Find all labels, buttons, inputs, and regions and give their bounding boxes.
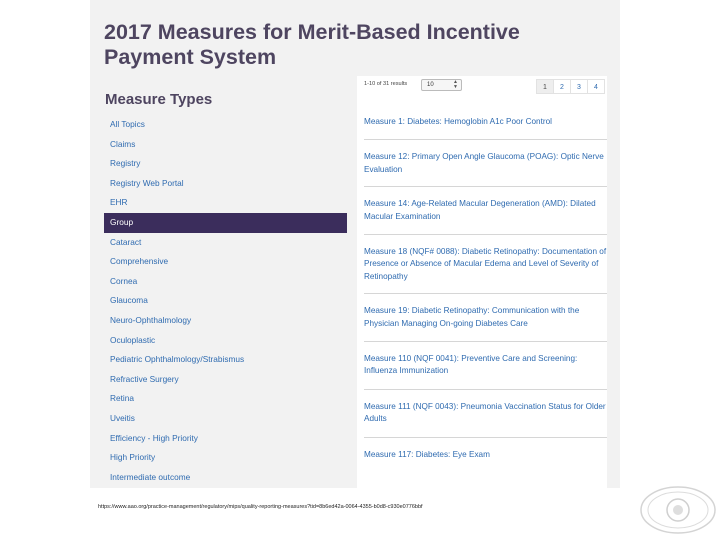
measure-item bbox=[364, 438, 607, 467]
measure-item bbox=[364, 112, 607, 140]
sidebar-item-oculoplastic[interactable]: Oculoplastic bbox=[110, 334, 156, 345]
watermark-seal-icon bbox=[639, 485, 717, 535]
measure-item bbox=[364, 187, 607, 235]
per-page-value: 10 bbox=[427, 82, 434, 88]
sidebar-item-neuro-ophthalmology[interactable]: Neuro-Ophthalmology bbox=[110, 314, 192, 325]
page-button-2[interactable]: 2 bbox=[553, 79, 571, 94]
sidebar-item-uveitis[interactable]: Uveitis bbox=[110, 412, 135, 423]
sidebar-item-high-priority[interactable]: High Priority bbox=[110, 452, 156, 463]
sidebar-item-retina[interactable]: Retina bbox=[110, 393, 134, 404]
results-toolbar bbox=[364, 79, 607, 93]
sidebar-item-efficiency-high-priority[interactable]: Efficiency - High Priority bbox=[110, 432, 198, 443]
measures-list bbox=[364, 112, 607, 467]
sidebar-item-ehr[interactable]: EHR bbox=[110, 197, 128, 208]
sidebar-item-cornea[interactable]: Cornea bbox=[110, 275, 138, 286]
measure-link[interactable]: Measure 18 (NQF# 0088): Diabetic Retinopathy: Documentation of Presence or Absence of Macular Edema and Level of Severity of Retinopathy bbox=[364, 247, 607, 281]
measure-link[interactable]: Measure 1: Diabetes: Hemoglobin A1c Poor Control bbox=[364, 117, 552, 126]
sidebar-item-registry[interactable]: Registry bbox=[110, 158, 141, 169]
sidebar-item-cataract[interactable]: Cataract bbox=[110, 236, 142, 247]
page-button-3[interactable]: 3 bbox=[570, 79, 588, 94]
sidebar-heading: Measure Types bbox=[105, 91, 213, 108]
select-arrows-icon: ▲ ▼ bbox=[453, 79, 458, 90]
sidebar-item-intermediate-outcome[interactable]: Intermediate outcome bbox=[110, 471, 191, 482]
page-button-1[interactable]: 1 bbox=[536, 79, 554, 94]
measure-item bbox=[364, 342, 607, 390]
sidebar-item-glaucoma[interactable]: Glaucoma bbox=[110, 295, 148, 306]
sidebar-item-all-topics[interactable]: All Topics bbox=[110, 119, 145, 129]
measure-types-sidebar bbox=[104, 115, 347, 487]
sidebar-item-registry-web-portal[interactable]: Registry Web Portal bbox=[110, 177, 184, 188]
sidebar-item-claims[interactable]: Claims bbox=[110, 138, 136, 149]
measure-link[interactable]: Measure 19: Diabetic Retinopathy: Communication with the Physician Managing On-going Diabetes Care bbox=[364, 306, 580, 328]
sidebar-item-group[interactable]: Group bbox=[104, 213, 347, 233]
measure-link[interactable]: Measure 110 (NQF 0041): Preventive Care and Screening: Influenza Immunization bbox=[364, 354, 578, 376]
pagination bbox=[537, 79, 605, 94]
measure-item bbox=[364, 294, 607, 342]
sidebar-item-refractive-surgery[interactable]: Refractive Surgery bbox=[110, 373, 179, 384]
sidebar-item-comprehensive[interactable]: Comprehensive bbox=[110, 256, 169, 267]
measure-item bbox=[364, 140, 607, 187]
measure-link[interactable]: Measure 14: Age-Related Macular Degeneration (AMD): Dilated Macular Examination bbox=[364, 199, 596, 221]
measure-item bbox=[364, 235, 607, 294]
page-button-4[interactable]: 4 bbox=[587, 79, 605, 94]
per-page-select[interactable] bbox=[421, 79, 462, 91]
measure-item bbox=[364, 390, 607, 438]
measure-link[interactable]: Measure 117: Diabetes: Eye Exam bbox=[364, 449, 490, 459]
page-title: 2017 Measures for Merit-Based Incentive Payment System bbox=[104, 20, 520, 69]
results-count: 1-10 of 31 results bbox=[364, 81, 408, 87]
measure-link[interactable]: Measure 12: Primary Open Angle Glaucoma (POAG): Optic Nerve Evaluation bbox=[364, 152, 604, 174]
measure-link[interactable]: Measure 111 (NQF 0043): Pneumonia Vaccination Status for Older Adults bbox=[364, 401, 606, 424]
sidebar-item-pediatric-ophthalmology[interactable]: Pediatric Ophthalmology/Strabismus bbox=[110, 354, 245, 365]
source-url: https://www.aao.org/practice-management/regulatory/mips/quality-reporting-measures?tid=8b6ed42a-0064-4355-b0d8-c930e0776bbf bbox=[98, 504, 423, 510]
